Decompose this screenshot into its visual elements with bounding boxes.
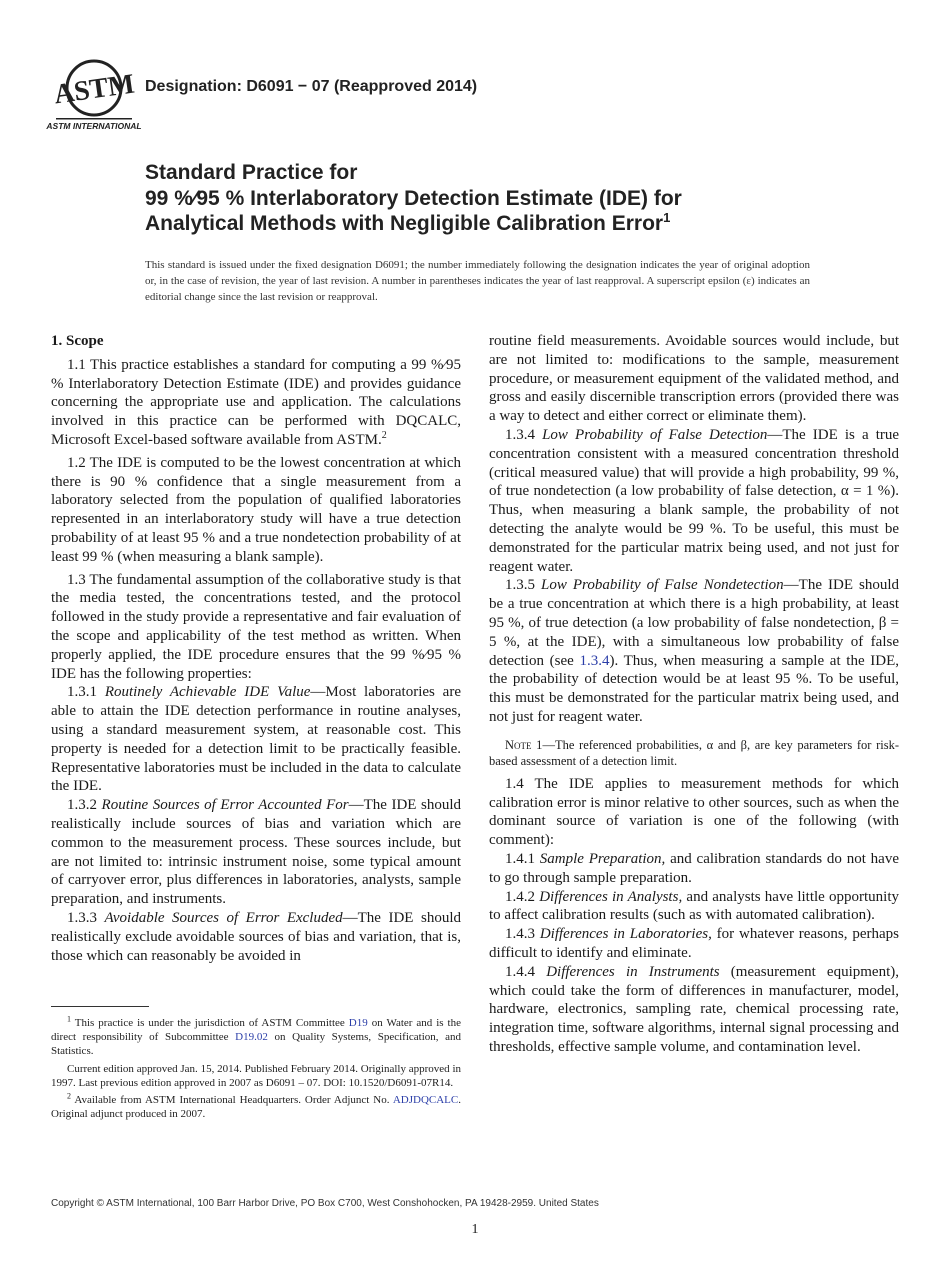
footnote-1-mark: 1 bbox=[67, 1014, 71, 1024]
footnotes bbox=[51, 1016, 461, 1124]
para-body: for whatever reasons, perhaps difficult to identify and eliminate. bbox=[489, 926, 899, 961]
left-column bbox=[51, 332, 461, 965]
footnote-edition: Current edition approved Jan. 15, 2014. Published February 2014. Originally approved in 1997. Last previous edition approved in 2007 as D6091 – 07. DOI: 10.1520/D6091-07R14. bbox=[51, 1062, 461, 1089]
para-1-3-2 bbox=[51, 796, 461, 909]
link-1-3-4[interactable]: 1.3.4 bbox=[579, 652, 610, 669]
astm-logo-icon bbox=[46, 58, 142, 132]
para-title: Differences in Instruments bbox=[546, 963, 720, 980]
footnote-2-text-a: Available from ASTM International Headquarters. Order Adjunct No. bbox=[74, 1094, 390, 1107]
para-num: 1.3.3 bbox=[67, 909, 97, 926]
para-1-1 bbox=[51, 356, 461, 450]
para-num: 1.4.3 bbox=[505, 926, 535, 943]
para-1-4-4 bbox=[489, 963, 899, 1057]
para-body-a: —The IDE should be a true concentration at which there is a high probability, at least 95 %, of true detection (a low probability of false nondetection, β = 5 %, at the IDE), with a simultaneous low probability of false detection (see bbox=[489, 577, 899, 669]
footnote-ref-2: 2 bbox=[381, 429, 387, 441]
page-number: 1 bbox=[471, 1222, 479, 1237]
copyright-footer: Copyright © ASTM International, 100 Barr Harbor Drive, PO Box C700, West Conshohocken, PA 19428-2959. United States bbox=[51, 1198, 599, 1209]
para-body: —The IDE is a true concentration consistent with a measured concentration threshold (critical measured value) that will provide a high probability, 99 %, of true nondetection (a low probability of false detection, α = 1 %). Thus, when measuring a blank sample, the probability of not detecting the analyte would be 99 %. To be useful, this must be demonstrated for the particular matrix being used, and not just for reagent water. bbox=[489, 426, 900, 575]
para-body: and analysts have little opportunity to affect calibration results (such as with automated calibration). bbox=[489, 888, 900, 924]
para-1-3-4 bbox=[489, 426, 899, 576]
para-title: Sample Preparation, bbox=[539, 850, 666, 867]
right-column bbox=[489, 332, 899, 1057]
para-1-2: 1.2 The IDE is computed to be the lowest concentration at which there is 90 % confidence that a single measurement from a laboratory selected from the population of qualified laboratories represented in an interlaboratory study will have a true detection probability of at least 95 % and a true nondetection probability of at least 99 % (when measuring a blank sample). bbox=[51, 454, 461, 565]
para-1-4-1 bbox=[489, 850, 899, 888]
footnote-1-text-a: This practice is under the jurisdiction of ASTM Committee bbox=[74, 1017, 345, 1029]
para-1-4-2 bbox=[489, 888, 899, 926]
para-title: Low Probability of False Nondetection bbox=[541, 577, 784, 594]
para-num: 1.3.2 bbox=[67, 797, 97, 814]
standard-notice: This standard is issued under the fixed designation D6091; the number immediately following the designation indicates the year of original adoption or, in the case of revision, the year of last revision. A number in parentheses indicates the year of last reapproval. A superscript epsilon (ε) indicates an editorial change since the last revision or reapproval. bbox=[145, 259, 810, 303]
designation: Designation: D6091 − 07 (Reapproved 2014) bbox=[145, 78, 478, 95]
para-title: Routine Sources of Error Accounted For bbox=[101, 797, 349, 814]
note-label: Note 1 bbox=[505, 737, 543, 752]
para-body: (measurement equipment), which could take the form of differences in manufacturer, model, hardware, electronics, sampling rate, chemical processing rate, integration time, software algorithms, internal signal processing and thresholds, effective sample volume, and contamination level. bbox=[489, 963, 899, 1055]
para-num: 1.4.2 bbox=[505, 888, 535, 905]
link-d19-02[interactable]: D19.02 bbox=[235, 1031, 268, 1044]
footnote-1 bbox=[51, 1016, 461, 1059]
svg-text:ASTM INTERNATIONAL: ASTM INTERNATIONAL bbox=[46, 121, 142, 131]
para-title: Differences in Laboratories, bbox=[539, 926, 712, 943]
para-body: —The IDE should realistically exclude avoidable sources of bias and variation, that is, those which can reasonably be avoided in bbox=[51, 909, 462, 964]
footnote-2-text-b: . Original adjunct produced in 2007. bbox=[51, 1094, 461, 1121]
title-line-1: Standard Practice for bbox=[145, 161, 358, 184]
title-line-3-text: Analytical Methods with Negligible Calibration Error bbox=[145, 212, 664, 235]
para-1-3-5 bbox=[489, 576, 899, 726]
title-footnote-mark: 1 bbox=[663, 210, 671, 225]
para-body-b: ). Thus, when measuring a sample at the IDE, the probability of detection would be at least 95 %. To be useful, this must be demonstrated for the particular matrix being used, and not just for reagent water. bbox=[489, 652, 900, 725]
title-line-2: 99 %⁄95 % Interlaboratory Detection Estimate (IDE) for bbox=[145, 186, 682, 210]
para-1-3-3 bbox=[51, 909, 461, 965]
title-line-3 bbox=[145, 211, 865, 237]
para-1-3-1 bbox=[51, 683, 461, 796]
para-title: Low Probability of False Detection bbox=[542, 426, 768, 443]
para-1-4-3 bbox=[489, 925, 899, 963]
para-title: Differences in Analysts, bbox=[539, 888, 683, 905]
note-body: —The referenced probabilities, α and β, are key parameters for risk-based assessment of a detection limit. bbox=[489, 737, 899, 768]
section-heading-scope: 1. Scope bbox=[51, 333, 104, 349]
footnote-2 bbox=[51, 1093, 461, 1121]
footnote-1-text-c: on Quality Systems, Specification, and Statistics. bbox=[51, 1031, 462, 1058]
para-body: —Most laboratories are able to attain the IDE detection performance in routine analyses, using a standard measurement system, at reasonable cost. This property is needed for a detection limit to be practically feasible. Representative laboratories must be included in the data to calculate the IDE. bbox=[51, 684, 461, 795]
para-title: Routinely Achievable IDE Value bbox=[104, 684, 311, 701]
page-title bbox=[145, 160, 865, 237]
link-adjdqcalc[interactable]: ADJDQCALC bbox=[392, 1094, 459, 1107]
svg-text:ASTM: ASTM bbox=[51, 68, 137, 111]
link-d19[interactable]: D19 bbox=[348, 1017, 368, 1029]
para-num: 1.3.5 bbox=[505, 577, 535, 594]
para-num: 1.4.4 bbox=[505, 963, 535, 980]
para-num: 1.3.1 bbox=[67, 684, 97, 701]
para-1-1-text: 1.1 This practice establishes a standard for computing a 99 %⁄95 % Interlaboratory Detection Estimate (IDE) and provides guidance concerning the appropriate use and application. The calculations involved in this practice can be performed with DQCALC, Microsoft Excel-based software available from ASTM. bbox=[51, 356, 461, 448]
footnote-divider bbox=[51, 1006, 149, 1007]
astm-logo bbox=[46, 58, 142, 132]
para-body: and calibration standards do not have to go through sample preparation. bbox=[489, 850, 899, 886]
para-title: Avoidable Sources of Error Excluded bbox=[104, 909, 343, 926]
footnote-2-mark: 2 bbox=[67, 1091, 71, 1101]
para-1-3: 1.3 The fundamental assumption of the collaborative study is that the media tested, the concentrations tested, and the protocol followed in the study provide a representative and fair evaluation of the scope and applicability of the test method as written. When properly applied, the IDE procedure ensures that the 99 %⁄95 % IDE has the following properties: bbox=[51, 571, 461, 682]
para-num: 1.4.1 bbox=[505, 850, 535, 867]
para-num: 1.3.4 bbox=[505, 426, 535, 443]
para-body: —The IDE should realistically include sources of bias and variation which are common to the measurement process. These sources include, but are not limited to: intrinsic instrument noise, some typical amount of carryover error, plus differences in laboratories, analysts, sample preparation, and instruments. bbox=[51, 797, 461, 908]
para-1-3-3-continued: routine field measurements. Avoidable sources would include, but are not limited to: modifications to the sample, measurement procedure, or measurement equipment of the validated method, and gross and easily discernible transcription errors (provided there was a way to detect and either correct or eliminate them). bbox=[489, 333, 899, 425]
para-1-4: 1.4 The IDE applies to measurement methods for which calibration error is minor relative to other sources, such as when the dominant source of variation is one of the following (with comment): bbox=[489, 775, 899, 849]
footnote-1-text-b: on Water and is the direct responsibility of Subcommittee bbox=[51, 1017, 461, 1044]
note-1 bbox=[489, 737, 899, 769]
